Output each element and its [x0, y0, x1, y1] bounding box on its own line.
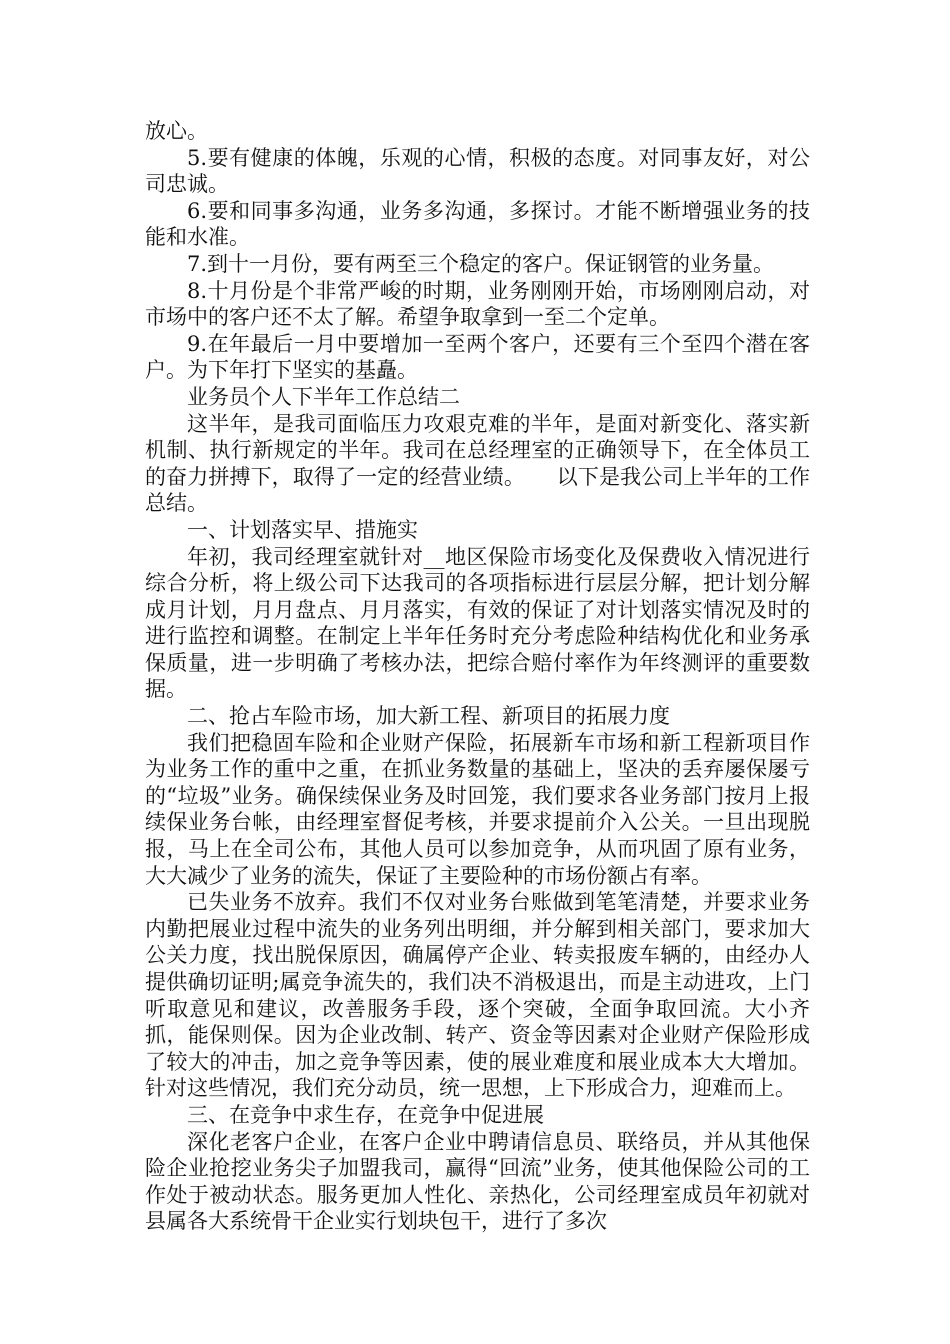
paragraph-item-6: 6.要和同事多沟通，业务多沟通，多探讨。才能不断增强业务的技能和水准。 — [145, 198, 810, 250]
document-page — [145, 118, 810, 1235]
heading-two: 二、抢占车险市场，加大新工程、新项目的拓展力度 — [187, 704, 670, 729]
paragraph-intro: 这半年，是我司面临压力攻艰克难的半年，是面对新变化、落实新机制、执行新规定的半年。我司在总经理室的正确领导下，在全体员工的奋力拼搏下，取得了一定的经营业绩。 以下是我公司上半年的工作总结。 — [145, 411, 810, 516]
paragraph-lost-business: 已失业务不放弃。我们不仅对业务台账做到笔笔清楚，并要求业务内勤把展业过程中流失的业务列出明细，并分解到相关部门，要求加大公关力度，找出脱保原因，确属停产企业、转卖报废车辆的，由经办人提供确切证明;属竞争流失的，我们决不消极退出，而是主动进攻，上门听取意见和建议，改善服务手段，逐个突破，全面争取回流。大小齐抓，能保则保。因为企业改制、转产、资金等因素对企业财产保险形成了较大的冲击，加之竞争等因素，使的展业难度和展业成本大大增加。针对这些情况，我们充分动员，统一思想，上下形成合力，迎难而上。 — [145, 890, 810, 1101]
heading-one: 一、计划落实早、措施实 — [187, 517, 418, 542]
section-title: 业务员个人下半年工作总结二 — [187, 384, 460, 409]
paragraph-continuation: 放心。 — [145, 119, 208, 143]
paragraph-item-9: 9.在年最后一月中要增加一至两个客户，还要有三个至四个潜在客户。为下年打下坚实的基矗。 — [145, 331, 810, 383]
paragraph-item-8: 8.十月份是个非常严峻的时期，业务刚刚开始，市场刚刚启动，对市场中的客户还不太了解。希望争取拿到一至二个定单。 — [145, 278, 810, 330]
paragraph-item-7: 7.到十一月份，要有两至三个稳定的客户。保证钢管的业务量。 — [187, 251, 775, 276]
paragraph-car-insurance: 我们把稳固车险和企业财产保险，拓展新车市场和新工程新项目作为业务工作的重中之重，在抓业务数量的基础上，坚决的丢弃屡保屡亏的“垃圾”业务。确保续保业务及时回笼，我们要求各业务部门按月上报续保业务台帐，由经理室督促考核，并要求提前介入公关。一旦出现脱报，马上在全司公布，其他人员可以参加竞争，从而巩固了原有业务，大大减少了业务的流失，保证了主要险种的市场份额占有率。 — [145, 730, 810, 888]
paragraph-competition: 深化老客户企业，在客户企业中聘请信息员、联络员，并从其他保险企业抢挖业务尖子加盟我司，赢得“回流”业务，使其他保险公司的工作处于被动状态。服务更加人性化、亲热化，公司经理室成员年初就对县属各大系统骨干企业实行划块包干，进行了多次 — [145, 1129, 810, 1234]
paragraph-plan: 年初，我司经理室就针对__地区保险市场变化及保费收入情况进行综合分析，将上级公司下达我司的各项指标进行层层分解，把计划分解成月计划，月月盘点、月月落实，有效的保证了对计划落实情况及时的进行监控和调整。在制定上半年任务时充分考虑险种结构优化和业务承保质量，进一步明确了考核办法，把综合赔付率作为年终测评的重要数据。 — [145, 544, 810, 702]
paragraph-item-5: 5.要有健康的体魄，乐观的心情，积极的态度。对同事友好，对公司忠诚。 — [145, 145, 810, 197]
heading-three: 三、在竞争中求生存，在竞争中促进展 — [187, 1102, 544, 1127]
